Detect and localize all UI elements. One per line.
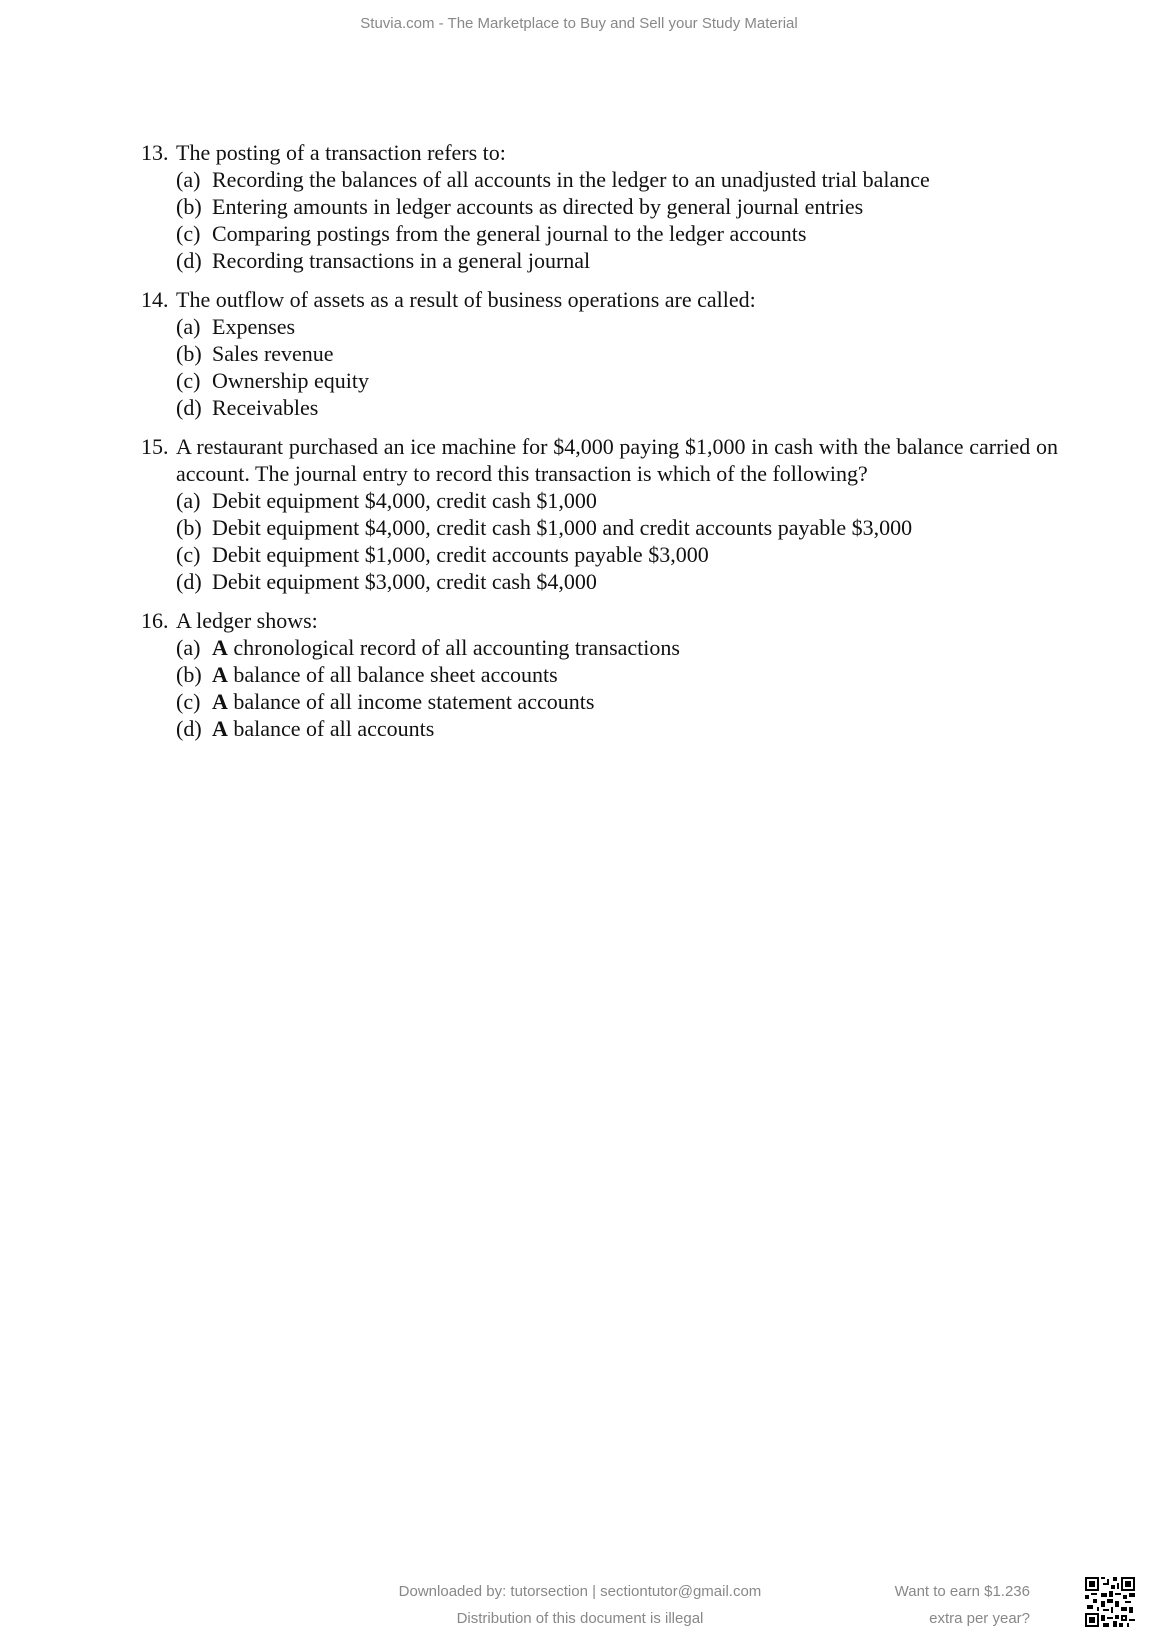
question-number: 13. xyxy=(141,140,169,165)
option-a xyxy=(141,313,1058,340)
option-text xyxy=(212,634,680,661)
footer-distribution-notice: Distribution of this document is illegal xyxy=(456,1610,704,1627)
question-number: 14. xyxy=(141,287,169,312)
option-b xyxy=(141,193,1058,220)
question-13 xyxy=(141,139,1058,274)
qr-code-icon[interactable] xyxy=(1085,1577,1135,1627)
option-label: (d) xyxy=(176,569,202,594)
option-text: Debit equipment $4,000, credit cash $1,000 and credit accounts payable $3,000 xyxy=(212,515,913,540)
option-text: Debit equipment $3,000, credit cash $4,000 xyxy=(212,569,597,594)
option-text: Sales revenue xyxy=(212,341,334,366)
option-label: (d) xyxy=(176,716,202,741)
option-label: (a) xyxy=(176,167,201,192)
option-bold: A xyxy=(212,689,228,714)
question-number: 15. xyxy=(141,434,169,459)
question-text: A restaurant purchased an ice machine for $4,000 paying $1,000 in cash with the balance carried on account. The journal entry to record this transaction is which of the following? xyxy=(176,434,1058,486)
footer-downloaded-by: Downloaded by: tutorsection | sectiontutor@gmail.com xyxy=(398,1583,762,1600)
option-text xyxy=(212,661,558,688)
question-number: 16. xyxy=(141,608,169,633)
option-text: Ownership equity xyxy=(212,368,370,393)
option-label: (b) xyxy=(176,662,202,687)
option-d xyxy=(141,715,1058,742)
option-label: (c) xyxy=(176,368,201,393)
option-label: (c) xyxy=(176,542,201,567)
option-a xyxy=(141,634,1058,661)
footer-earn-line2[interactable]: extra per year? xyxy=(929,1610,1030,1627)
option-text: Recording transactions in a general journal xyxy=(212,248,591,273)
option-label: (a) xyxy=(176,488,201,513)
option-c xyxy=(141,688,1058,715)
question-list xyxy=(141,139,1058,754)
question-14 xyxy=(141,286,1058,421)
option-label: (d) xyxy=(176,395,202,420)
option-text xyxy=(212,715,434,742)
footer-earn-line1[interactable]: Want to earn $1.236 xyxy=(894,1583,1030,1600)
option-label: (c) xyxy=(176,221,201,246)
question-15 xyxy=(141,433,1058,595)
option-d xyxy=(141,394,1058,421)
option-rest: balance of all accounts xyxy=(227,716,435,741)
option-label: (a) xyxy=(176,635,201,660)
option-text: Debit equipment $4,000, credit cash $1,000 xyxy=(212,488,597,513)
option-label: (d) xyxy=(176,248,202,273)
option-d xyxy=(141,247,1058,274)
option-text: Recording the balances of all accounts in the ledger to an unadjusted trial balance xyxy=(212,167,930,192)
question-text: A ledger shows: xyxy=(176,608,318,633)
option-text: Receivables xyxy=(212,395,319,420)
question-text: The outflow of assets as a result of business operations are called: xyxy=(176,287,756,312)
option-label: (b) xyxy=(176,194,202,219)
option-label: (b) xyxy=(176,341,202,366)
option-c xyxy=(141,367,1058,394)
option-text: Expenses xyxy=(212,314,296,339)
option-text: Comparing postings from the general journal to the ledger accounts xyxy=(212,221,807,246)
option-b xyxy=(141,340,1058,367)
option-a xyxy=(141,487,1058,514)
option-c xyxy=(141,220,1058,247)
option-b xyxy=(141,661,1058,688)
option-text xyxy=(212,688,594,715)
option-rest: chronological record of all accounting transactions xyxy=(227,635,680,660)
option-label: (b) xyxy=(176,515,202,540)
option-bold: A xyxy=(212,635,228,660)
option-bold: A xyxy=(212,662,228,687)
option-rest: balance of all income statement accounts xyxy=(227,689,595,714)
option-label: (c) xyxy=(176,689,201,714)
question-16 xyxy=(141,607,1058,742)
option-text: Debit equipment $1,000, credit accounts payable $3,000 xyxy=(212,542,709,567)
question-text: The posting of a transaction refers to: xyxy=(176,140,506,165)
option-a xyxy=(141,166,1058,193)
option-c xyxy=(141,541,1058,568)
option-b xyxy=(141,514,1058,541)
option-d xyxy=(141,568,1058,595)
option-label: (a) xyxy=(176,314,201,339)
option-bold: A xyxy=(212,716,228,741)
page-header: Stuvia.com - The Marketplace to Buy and Sell your Study Material xyxy=(360,15,798,32)
option-rest: balance of all balance sheet accounts xyxy=(227,662,558,687)
option-text: Entering amounts in ledger accounts as directed by general journal entries xyxy=(212,194,864,219)
